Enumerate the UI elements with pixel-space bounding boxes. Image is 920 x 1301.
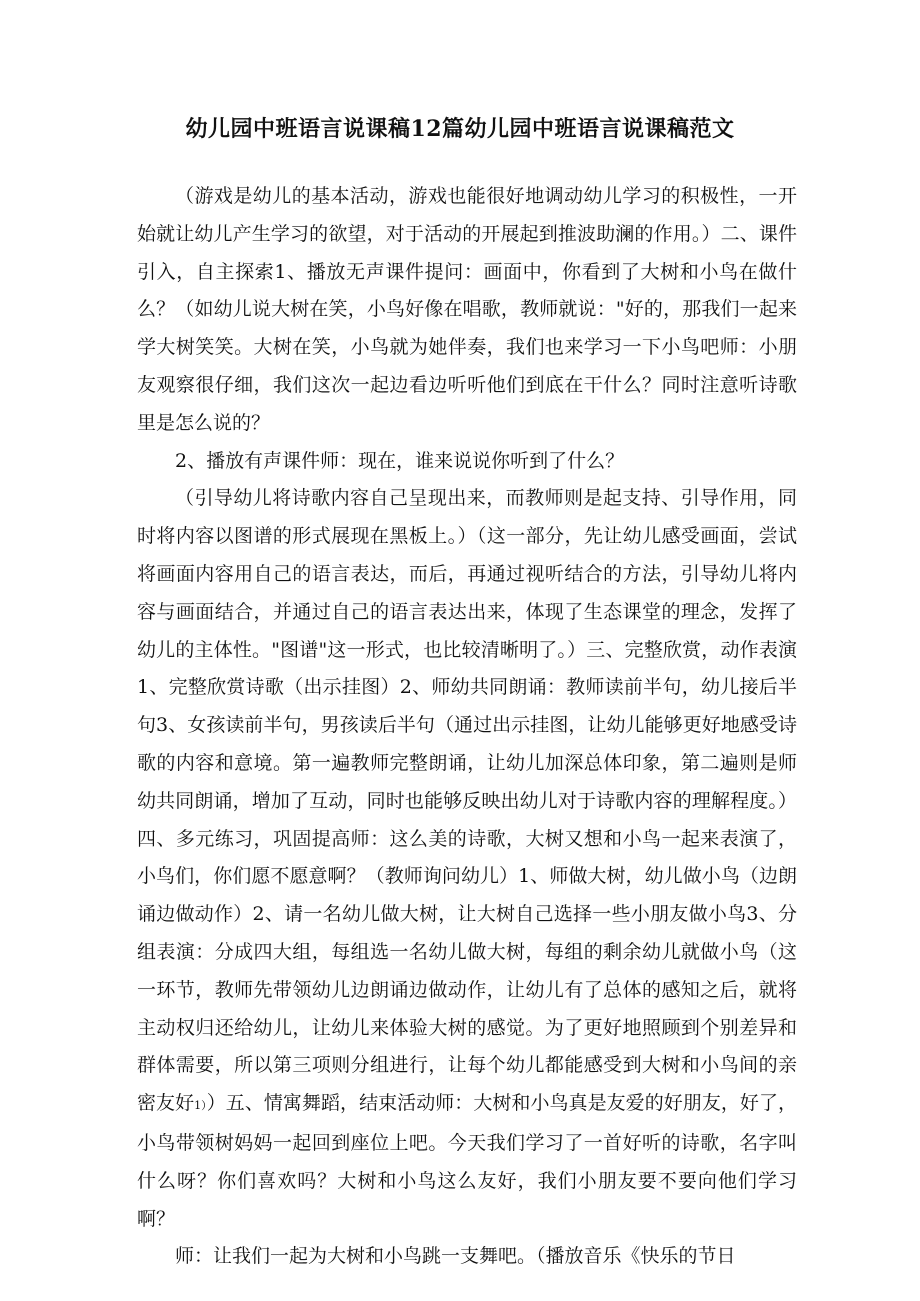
- footnote-marker: 1）: [194, 1099, 207, 1113]
- paragraph-4: 师：让我们一起为大树和小鸟跳一支舞吧。（播放音乐《快乐的节日: [175, 1245, 736, 1268]
- document-body: [137, 178, 797, 1276]
- paragraph-1: （游戏是幼儿的基本活动，游戏也能很好地调动幼儿学习的积极性，一开始就让幼儿产生学习的欲望，对于活动的开展起到推波助澜的作用。）二、课件引入，自主探索1、播放无声课件提问：画面中，你看到了大树和小鸟在做什么？（如幼儿说大树在笑，小鸟好像在唱歌，教师就说："好的，那我们一起来学大树笑笑。大树在笑，小鸟就为她伴奏，我们也来学习一下小鸟吧师：小朋友观察很仔细，我们这次一起边看边听听他们到底在干什么？同时注意听诗歌里是怎么说的？: [137, 185, 797, 434]
- paragraph-3-continuation: ）五、情寓舞蹈，结束活动师：大树和小鸟真是友爱的好朋友，好了，小鸟带领树妈妈一起回到座位上吧。今天我们学习了一首好听的诗歌，名字叫什么呀？你们喜欢吗？大树和小鸟这么友好，我们小朋友要不要向他们学习啊？: [137, 1092, 797, 1230]
- paragraph-2: 2、播放有声课件师：现在，谁来说说你听到了什么？: [175, 449, 625, 472]
- paragraph-3: [137, 480, 797, 1238]
- paragraph-3-text: （引导幼儿将诗歌内容自己呈现出来，而教师则是起支持、引导作用，同时将内容以图谱的形式展现在黑板上。）（这一部分，先让幼儿感受画面，尝试将画面内容用自己的语言表达，而后，再通过视听结合的方法，引导幼儿将内容与画面结合，并通过自己的语言表达出来，体现了生态课堂的理念，发挥了幼儿的主体性。"图谱"这一形式，也比较清晰明了。）三、完整欣赏，动作表演1、完整欣赏诗歌（出示挂图）2、师幼共同朗诵：教师读前半句，幼儿接后半句3、女孩读前半句，男孩读后半句（通过出示挂图，让幼儿能够更好地感受诗歌的内容和意境。第一遍教师完整朗诵，让幼儿加深总体印象，第二遍则是师幼共同朗诵，增加了互动，同时也能够反映出幼儿对于诗歌内容的理解程度。）四、多元练习，巩固提高师：这么美的诗歌，大树又想和小鸟一起来表演了，小鸟们，你们愿不愿意啊？（教师询问幼儿）1、师做大树，幼儿做小鸟（边朗诵边做动作）2、请一名幼儿做大树，让大树自己选择一些小朋友做小鸟3、分组表演：分成四大组，每组选一名幼儿做大树，每组的剩余幼儿就做小鸟（这一环节，教师先带领幼儿边朗诵边做动作，让幼儿有了总体的感知之后，就将主动权归还给幼儿，让幼儿来体验大树的感觉。为了更好地照顾到个别差异和群体需要，所以第三项则分组进行，让每个幼儿都能感受到大树和小鸟间的亲密友好: [137, 487, 797, 1115]
- document-title: 幼儿园中班语言说课稿12篇幼儿园中班语言说课稿范文: [185, 116, 735, 142]
